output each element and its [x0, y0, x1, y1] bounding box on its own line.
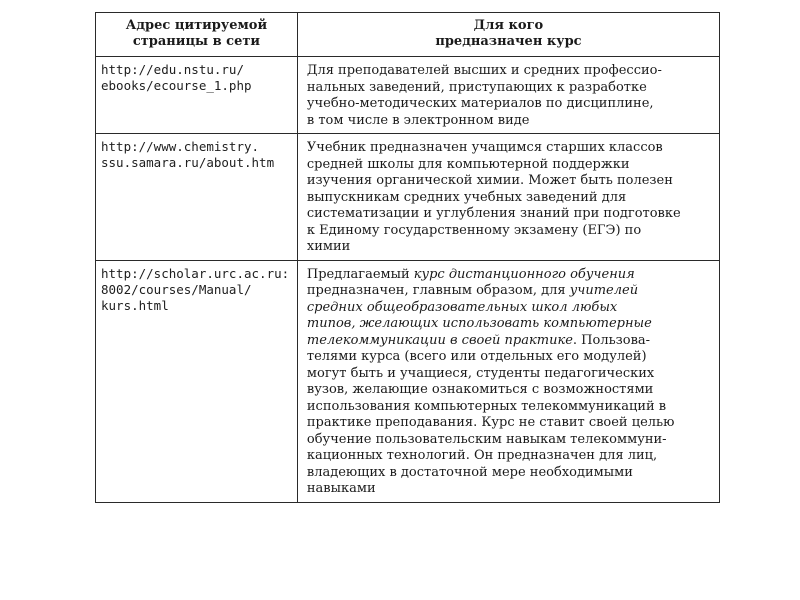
description-line: [307, 267, 713, 284]
description-line: к Единому государственному экзамену (ЕГЭ) по: [306, 222, 642, 238]
url-text: http://scholar.urc.ac.ru:: [101, 265, 290, 281]
url-text: kurs.html: [101, 297, 169, 313]
header-audience-line: предназначен курс: [435, 34, 582, 49]
description-line: владеющих в достаточной мере необходимыми: [306, 464, 633, 480]
description-line: учебно-методических материалов по дисциплине,: [306, 96, 654, 111]
header-url: [96, 13, 298, 57]
description-line: [307, 283, 713, 300]
url-text: http://www.chemistry.: [101, 139, 260, 154]
description-line: практике преподавания. Курс не ставит своей целью: [306, 415, 675, 430]
description-line: Учебник предназначен учащимся старших классов: [306, 140, 663, 155]
header-audience-line: Для кого: [473, 18, 544, 33]
description-line: навыками: [306, 481, 376, 496]
table-row: [96, 260, 720, 502]
description-line: средней школы для компьютерной поддержки: [306, 156, 630, 172]
description-cell: [297, 134, 719, 261]
description-italic-line: типов, желающих использовать компьютерные: [306, 316, 652, 331]
description-line: вузов, желающие ознакомиться с возможностями: [306, 382, 654, 397]
description-cell: [297, 57, 719, 134]
description-italic-text: курс дистанционного обучения: [413, 266, 635, 282]
description-text: предназначен, главным образом, для: [306, 283, 570, 298]
description-line: [307, 333, 713, 350]
header-row: [96, 13, 720, 57]
description-line: Для преподавателей высших и средних профессио-: [306, 63, 662, 78]
description-line: выпускникам средних учебных заведений для: [306, 189, 627, 205]
description-italic-text: телекоммуникации в своей практике: [306, 332, 573, 348]
url-text: http://edu.nstu.ru/: [101, 62, 244, 77]
url-cell: [96, 260, 298, 502]
url-cell: [96, 134, 298, 261]
description-text: Предлагаемый: [306, 266, 414, 282]
description-line: изучения органической химии. Может быть полезен: [306, 173, 673, 188]
header-url-line: страницы в сети: [132, 34, 261, 49]
description-line: систематизации и углубления знаний при подготовке: [306, 206, 681, 221]
course-table: [95, 12, 720, 503]
description-line: химии: [306, 239, 351, 254]
description-cell: [297, 260, 719, 502]
description-text: . Пользова-: [572, 332, 651, 348]
description-line: нальных заведений, приступающих к разработке: [306, 79, 647, 95]
url-text: ssu.samara.ru/about.htm: [101, 155, 275, 170]
description-line: в том числе в электронном виде: [306, 112, 530, 128]
url-cell: [96, 57, 298, 134]
table-row: [96, 57, 720, 134]
description-line: обучение пользовательским навыкам телекоммуни-: [306, 431, 667, 447]
url-text: ebooks/ecourse_1.php: [101, 78, 252, 93]
description-line: могут быть и учащиеся, студенты педагогических: [306, 365, 655, 381]
table-row: [96, 134, 720, 261]
description-italic-line: средних общеобразовательных школ любых: [306, 299, 618, 315]
header-url-line: Адрес цитируемой: [125, 18, 268, 33]
description-line: телями курса (всего или отдельных его модулей): [306, 349, 647, 364]
description-line: использования компьютерных телекоммуникаций в: [306, 398, 667, 414]
url-text: 8002/courses/Manual/: [101, 281, 252, 297]
header-audience: [297, 13, 719, 57]
description-line: кационных технологий. Он предназначен для лиц,: [306, 448, 658, 463]
description-italic-text: учителей: [569, 283, 639, 298]
